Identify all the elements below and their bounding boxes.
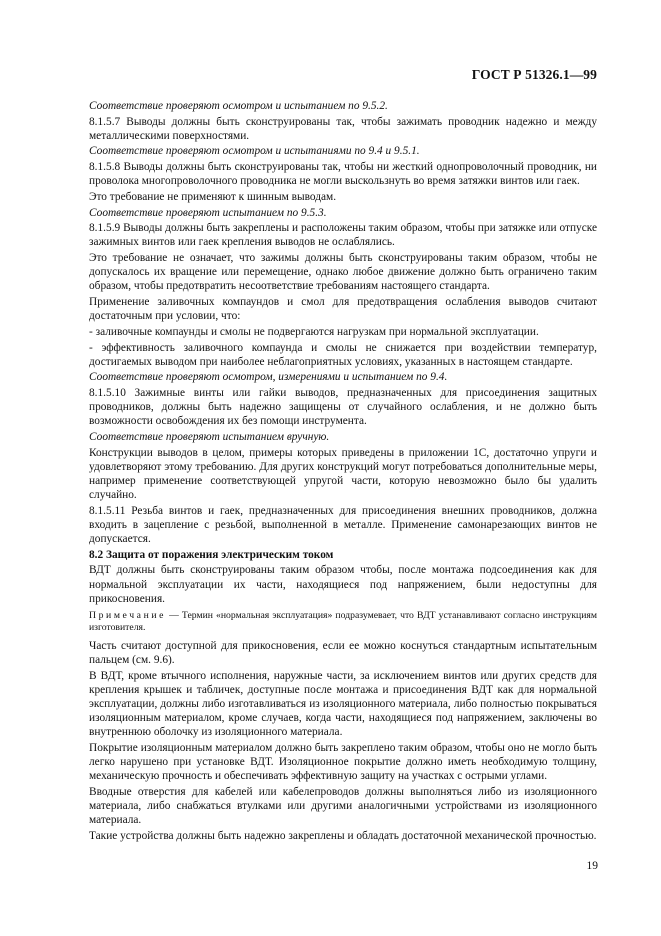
page-number: 19: [586, 860, 598, 872]
compliance-paragraph: Соответствие проверяют испытанием вручную.: [89, 430, 330, 443]
page-header-standard: ГОСТ Р 51326.1—99: [471, 67, 597, 82]
body-paragraph: Применение заливочных компаундов и смол для предотвращения ослабления выводов считают достаточным при условии, что:: [89, 296, 597, 323]
clause-8-1-5-9: 8.1.5.9 Выводы должны быть закреплены и расположены таким образом, чтобы при затяжке или отпуске зажимных винтов или гаек крепления выводов не ослаблялись.: [89, 222, 597, 249]
body-paragraph: Это требование не применяют к шинным выводам.: [89, 190, 337, 203]
body-paragraph: Такие устройства должны быть надежно закреплены и обладать достаточной механической прочностью.: [89, 829, 597, 842]
compliance-paragraph: Соответствие проверяют испытанием по 9.5.3.: [89, 206, 327, 219]
body-paragraph: Конструкции выводов в целом, примеры которых приведены в приложении 1С, достаточно упруги и удовлетворяют этому требованию. Для других конструкций могут потребоваться дополнительные меры, например применение соответствующей упругой части, которую невозможно было бы удалить случайно.: [89, 446, 597, 502]
body-paragraph: Покрытие изоляционным материалом должно быть закреплено таким образом, чтобы оно не могло быть легко нарушено при установке ВДТ. Изоляционное покрытие должно иметь необходимую толщину, механическую прочность и обеспечивать эффективную защиту на участках с острыми углами.: [89, 741, 597, 783]
compliance-paragraph: Соответствие проверяют осмотром и испытаниями по 9.4 и 9.5.1.: [89, 145, 420, 158]
section-heading-8-2: 8.2 Защита от поражения электрическим током: [89, 548, 334, 561]
document-body: [89, 99, 597, 845]
clause-8-1-5-8: 8.1.5.8 Выводы должны быть сконструированы так, чтобы ни жесткий однопроволочный проводник, ни проволока многопроволочного проводника не могли выскользнуть во время затяжки винтов или гаек.: [89, 161, 597, 188]
list-item: - заливочные компаунды и смолы не подвергаются нагрузкам при нормальной эксплуатации.: [89, 325, 539, 338]
list-item: - эффективность заливочного компаунда и смолы не снижается при воздействии температур, достигаемых выводом при наиболее неблагоприятных условиях, указанных в настоящем стандарте.: [89, 341, 597, 368]
compliance-paragraph: Соответствие проверяют осмотром и испытанием по 9.5.2.: [89, 100, 388, 112]
clause-8-1-5-11: 8.1.5.11 Резьба винтов и гаек, предназначенных для присоединения внешних проводников, должна входить в зацепление с резьбой, выполненной в металле. Применение самонарезающих винтов не допускается.: [89, 504, 597, 546]
compliance-paragraph: Соответствие проверяют осмотром, измерениями и испытанием по 9.4.: [89, 371, 448, 384]
clause-8-1-5-10: 8.1.5.10 Зажимные винты или гайки выводов, предназначенных для присоединения защитных проводников, должны быть надежно защищены от случайного ослабления, и не должно быть возможности освобождения их без помощи инструмента.: [89, 386, 597, 428]
note-text: — Термин «нормальная эксплуатация» подразумевает, что ВДТ устанавливают согласно инструкциям изготовителя.: [89, 609, 597, 634]
note-label: Примечание: [89, 609, 167, 621]
note-paragraph: [89, 610, 597, 635]
clause-8-1-5-7: 8.1.5.7 Выводы должны быть сконструированы так, чтобы зажимать проводник надежно и между металлическими поверхностями.: [89, 115, 597, 142]
body-paragraph: ВДТ должны быть сконструированы таким образом чтобы, после монтажа подсоединения как для нормальной эксплуатации их части, находящиеся под напряжением, были недоступны для прикосновения.: [89, 564, 597, 605]
body-paragraph: Часть считают доступной для прикосновения, если ее можно коснуться стандартным испытательным пальцем (см. 9.6).: [89, 639, 597, 666]
body-paragraph: В ВДТ, кроме втычного исполнения, наружные части, за исключением винтов или других средств для крепления крышек и табличек, доступные после монтажа и присоединения ВДТ как для нормальной эксплуатации, должны либо изготавливаться из изоляционного материала, либо полностью покрываться изоляционным материалом, кроме случаев, когда части, находящиеся под напряжением, заключены во внутреннюю оболочку из изоляционного материала.: [89, 669, 597, 739]
body-paragraph: Это требование не означает, что зажимы должны быть сконструированы таким образом, чтобы не допускалось их вращение или перемещение, однако любое движение должно быть ограничено таким образом, чтобы предотвратить несоответствие требованиям настоящего стандарта.: [89, 252, 597, 293]
body-paragraph: Вводные отверстия для кабелей или кабелепроводов должны выполняться либо из изоляционного материала, либо снабжаться втулками или другими аналогичными устройствами из изоляционного материала.: [89, 785, 597, 827]
